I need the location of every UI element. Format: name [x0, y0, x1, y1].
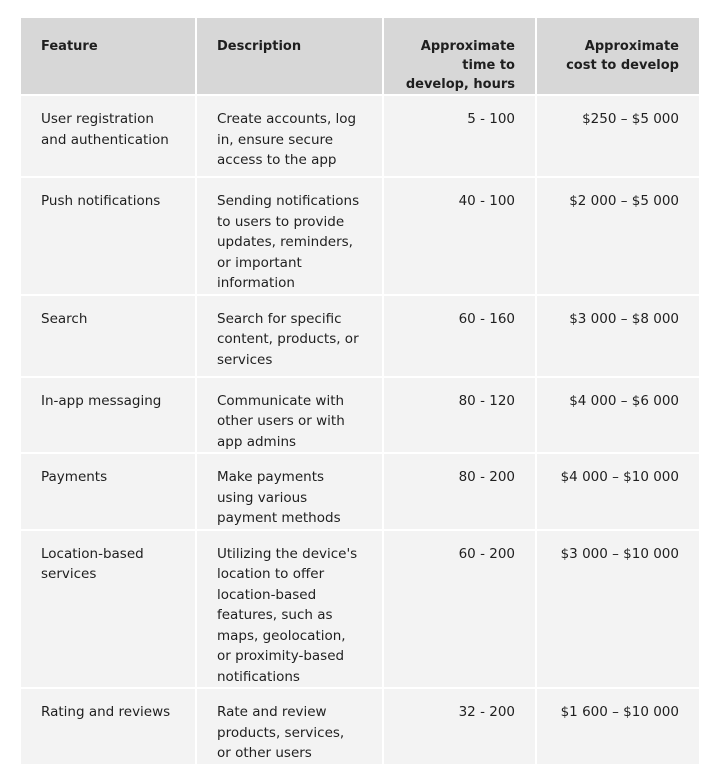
- cell-feature: Push notifications: [21, 177, 196, 295]
- cell-description: Search for specific content, products, or services: [196, 295, 383, 377]
- header-row: [21, 18, 699, 95]
- header-time: Approximate time to develop, hours: [383, 18, 536, 95]
- cell-cost: $4 000 – $6 000: [536, 377, 699, 454]
- cell-description: Sending notifications to users to provide updates, reminders, or important information: [196, 177, 383, 295]
- cell-description: Utilizing the device's location to offer location-based features, such as maps, geolocation, or proximity-based notifications: [196, 530, 383, 689]
- cell-time: 80 - 200: [383, 453, 536, 530]
- table-header: [21, 18, 699, 95]
- cell-time: 60 - 160: [383, 295, 536, 377]
- table-row: [21, 177, 699, 295]
- header-cost: Approximate cost to develop: [536, 18, 699, 95]
- cell-time: 80 - 120: [383, 377, 536, 454]
- table-row: [21, 688, 699, 765]
- feature-cost-table: [21, 18, 699, 766]
- table-row: [21, 95, 699, 177]
- cell-cost: $2 000 – $5 000: [536, 177, 699, 295]
- cell-cost: $250 – $5 000: [536, 95, 699, 177]
- cell-feature: Rating and reviews: [21, 688, 196, 765]
- header-feature: Feature: [21, 18, 196, 95]
- cell-description: Create accounts, log in, ensure secure access to the app: [196, 95, 383, 177]
- cell-cost: $4 000 – $10 000: [536, 453, 699, 530]
- cell-time: 60 - 200: [383, 530, 536, 689]
- cell-time: 40 - 100: [383, 177, 536, 295]
- cell-feature: In-app messaging: [21, 377, 196, 454]
- cell-feature: User registration and authentication: [21, 95, 196, 177]
- cell-description: Rate and review products, services, or other users: [196, 688, 383, 765]
- cell-description: Make payments using various payment methods: [196, 453, 383, 530]
- cell-feature: Payments: [21, 453, 196, 530]
- cell-feature: Location-based services: [21, 530, 196, 689]
- header-description: Description: [196, 18, 383, 95]
- cell-cost: $1 600 – $10 000: [536, 688, 699, 765]
- table-body: [21, 95, 699, 765]
- table-row: [21, 453, 699, 530]
- cell-cost: $3 000 – $10 000: [536, 530, 699, 689]
- cell-cost: $3 000 – $8 000: [536, 295, 699, 377]
- cell-time: 5 - 100: [383, 95, 536, 177]
- table-row: [21, 295, 699, 377]
- cell-description: Communicate with other users or with app admins: [196, 377, 383, 454]
- cell-feature: Search: [21, 295, 196, 377]
- table-row: [21, 530, 699, 689]
- cell-time: 32 - 200: [383, 688, 536, 765]
- table-row: [21, 377, 699, 454]
